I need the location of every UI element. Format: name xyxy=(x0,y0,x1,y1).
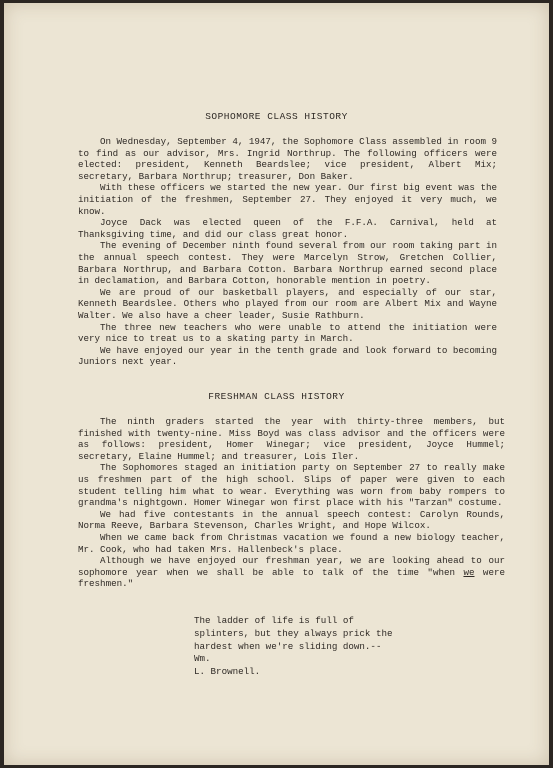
paragraph: With these officers we started the new year. Our first big event was the initiation of the freshmen, September 27. They enjoyed it very much, we know. xyxy=(78,182,497,217)
freshman-class-history xyxy=(4,391,549,590)
freshman-heading: FRESHMAN CLASS HISTORY xyxy=(208,391,345,402)
sophomore-heading: SOPHOMORE CLASS HISTORY xyxy=(205,111,348,122)
paragraph-text: Although we have enjoyed our freshman year, we are looking ahead to our sophomore year when we shall be able to talk of the time "when xyxy=(78,555,505,578)
paragraph: We are proud of our basketball players, and especially of our star, Kenneth Beardslee. Others who played from our room are Albert Mix and Wayne Walter. We also have a cheer leader, Susie Rathburn. xyxy=(78,286,497,321)
paragraph-last xyxy=(4,555,549,590)
paragraph: The Sophomores staged an initiation party on September 27 to really make us freshmen part of the high school. Slips of paper were given to each student telling him what to wear. Everything was worn from baby rompers to grandma's nightgown. Homer Winegar won first place with his "Tarzan" costume. xyxy=(78,462,505,509)
paragraph: The ninth graders started the year with thirty-three members, but finished with twenty-nine. Miss Boyd was class advisor and the officers were as follows: president, Homer Winegar; vice president, Joyce Hummel; secretary, Elaine Hummel; and treasurer, Lois Iler. xyxy=(78,416,505,462)
paragraph-text: were freshmen." xyxy=(78,566,505,590)
paragraph: On Wednesday, September 4, 1947, the Sophomore Class assembled in room 9 to find as our advisor, Mrs. Ingrid Northrup. The following officers were elected: president, Kenneth Beardslee; vice president, Albert Mix; secretary, Barbara Northrup; treasurer, Don Baker. xyxy=(78,136,497,182)
paragraph: The evening of December ninth found several from our room taking part in the annual speech contest. They were Marcelyn Strow, Gretchen Collier, Barbara Northrup, and Barbara Cotton. Barbara Northrup earned second place in declamation, and Barbara Cotton, honorable mention in poetry. xyxy=(78,240,497,287)
closing-quote: The ladder of life is full of splinters, but they always prick the hardest when we're sliding down.--Wm. L. Brownell. xyxy=(194,615,393,678)
underlined-word: we xyxy=(463,566,475,578)
paragraph: When we came back from Christmas vacation we found a new biology teacher, Mr. Cook, who had taken Mrs. Hallenbeck's place. xyxy=(78,531,505,555)
paragraph: We have enjoyed our year in the tenth grade and look forward to becoming Juniors next year. xyxy=(78,344,497,368)
paragraph: Joyce Dack was elected queen of the F.F.A. Carnival, held at Thanksgiving time, and did our class great honor. xyxy=(78,217,497,240)
sophomore-class-history xyxy=(4,111,549,368)
paragraph: The three new teachers who were unable to attend the initiation were very nice to treat us to a skating party in March. xyxy=(78,321,497,345)
paragraph: We had five contestants in the annual speech contest: Carolyn Rounds, Norma Reeve, Barbara Stevenson, Charles Wright, and Hope Wilcox. xyxy=(78,508,505,532)
document-page xyxy=(4,3,549,765)
